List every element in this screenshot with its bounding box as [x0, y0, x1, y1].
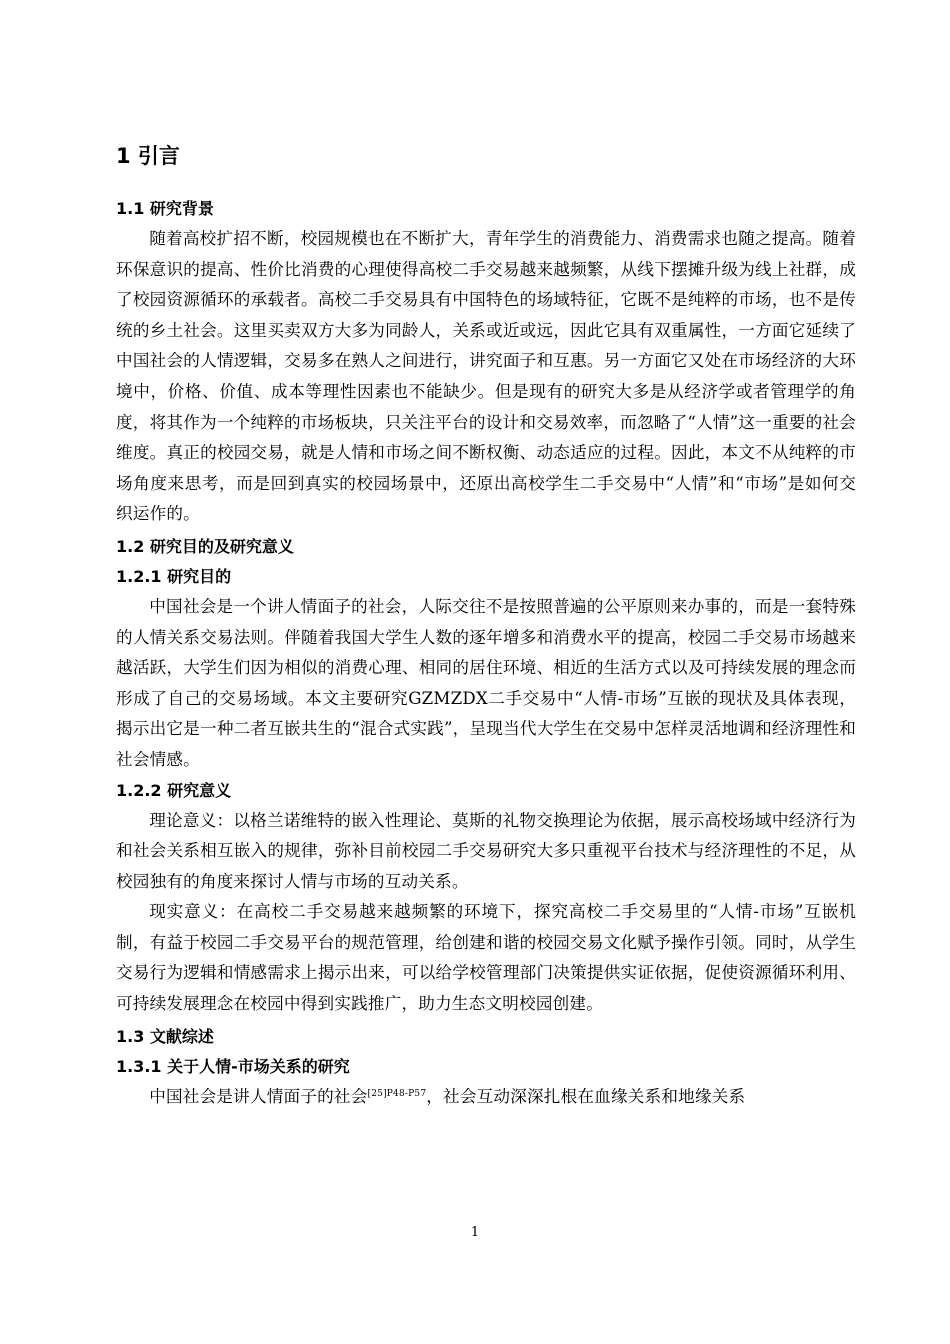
section-heading-1-2: 1.2 研究目的及研究意义 [116, 536, 294, 556]
page-number: 1 [470, 1225, 480, 1240]
page-content [116, 140, 856, 1112]
chapter-heading: 1 引言 [116, 144, 180, 168]
paragraph-research-purpose: 中国社会是一个讲人情面子的社会，人际交往不是按照普遍的公平原则来办事的，而是一套特殊的人情关系交易法则。伴随着我国大学生人数的逐年增多和消费水平的提高，校园二手交易市场越来越活跃，大学生们因为相似的消费心理、相同的居住环境、相近的生活方式以及可持续发展的理念而形成了自己的交易场域。本文主要研究GZMZDX二手交易中“人情-市场”互嵌的现状及具体表现，揭示出它是一种二者互嵌共生的“混合式实践”，呈现当代大学生在交易中怎样灵活地调和经济理性和社会情感。 [116, 596, 856, 769]
paragraph-renqing-market-studies [116, 1082, 856, 1113]
subsection-heading-1-3-1: 1.3.1 关于人情-市场关系的研究 [116, 1056, 350, 1076]
subsection-heading-1-2-2: 1.2.2 研究意义 [116, 780, 232, 800]
paragraph-research-background: 随着高校扩招不断，校园规模也在不断扩大，青年学生的消费能力、消费需求也随之提高。随着环保意识的提高、性价比消费的心理使得高校二手交易越来越频繁，从线下摆摊升级为线上社群，成了校园资源循环的承载者。高校二手交易具有中国特色的场域特征，它既不是纯粹的市场，也不是传统的乡土社会。这里买卖双方大多为同龄人，关系或近或远，因此它具有双重属性，一方面它延续了中国社会的人情逻辑，交易多在熟人之间进行，讲究面子和互惠。另一方面它又处在市场经济的大环境中，价格、价值、成本等理性因素也不能缺少。但是现有的研究大多是从经济学或者管理学的角度，将其作为一个纯粹的市场板块，只关注平台的设计和交易效率，而忽略了“人情”这一重要的社会维度。真正的校园交易，就是人情和市场之间不断权衡、动态适应的过程。因此，本文不从纯粹的市场角度来思考，而是回到真实的校园场景中，还原出高校学生二手交易中“人情”和“市场”是如何交织运作的。 [116, 229, 856, 524]
paragraph-text-before-citation: 中国社会是讲人情面子的社会 [149, 1086, 368, 1106]
section-heading-1-3: 1.3 文献综述 [116, 1026, 214, 1046]
paragraph-practical-significance: 现实意义：在高校二手交易越来越频繁的环境下，探究高校二手交易里的“人情-市场”互嵌机制，有益于校园二手交易平台的规范管理，给创建和谐的校园交易文化赋予操作引领。同时，从学生交易行为逻辑和情感需求上揭示出来，可以给学校管理部门决策提供实证依据，促使资源循环利用、可持续发展理念在校园中得到实践推广，助力生态文明校园创建。 [116, 902, 856, 1014]
section-heading-1-1: 1.1 研究背景 [116, 199, 214, 218]
citation-marker: [25]P48-P57 [367, 1088, 427, 1099]
paragraph-text-after-citation: ，社会互动深深扎根在血缘关系和地缘关系 [426, 1086, 746, 1106]
subsection-heading-1-2-1: 1.2.1 研究目的 [116, 566, 232, 586]
paragraph-theoretical-significance: 理论意义：以格兰诺维特的嵌入性理论、莫斯的礼物交换理论为依据，展示高校场域中经济行为和社会关系相互嵌入的规律，弥补目前校园二手交易研究大多只重视平台技术与经济理性的不足，从校园独有的角度来探讨人情与市场的互动关系。 [116, 810, 856, 891]
